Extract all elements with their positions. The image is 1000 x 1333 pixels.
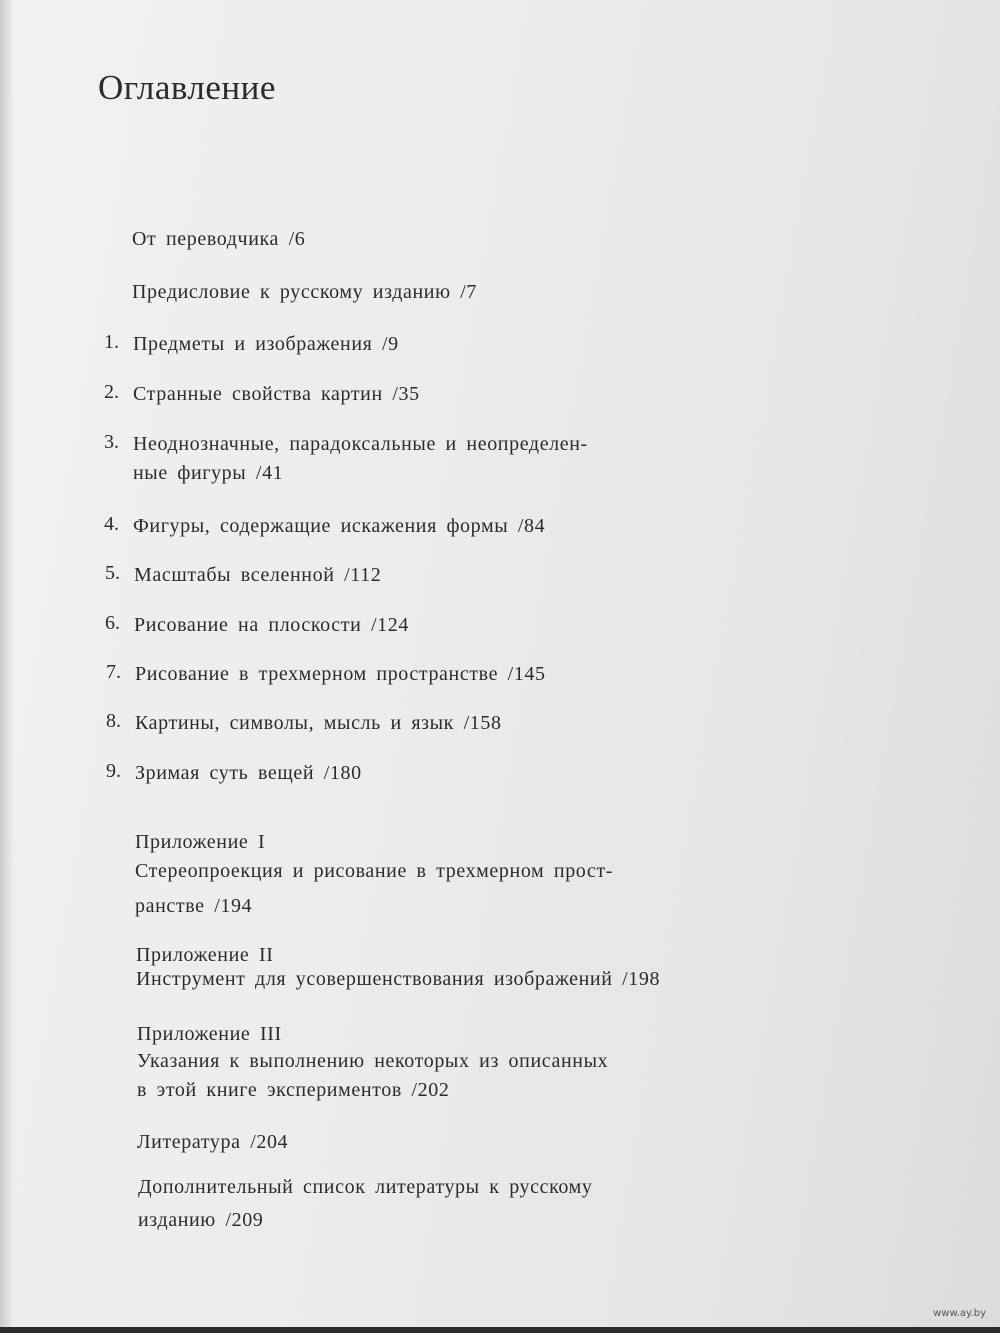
appendix-3-heading: Приложение III xyxy=(137,1023,282,1045)
toc-entry-chapter-4: Фигуры, содержащие искажения формы /84 xyxy=(133,515,546,537)
additional-literature-line-2: изданию /209 xyxy=(138,1209,264,1231)
appendix-1-title-line-2: ранстве /194 xyxy=(135,895,253,917)
appendix-3-title-line-1: Указания к выполнению некоторых из описанных xyxy=(137,1050,609,1072)
toc-entry-number: 3. xyxy=(104,431,119,453)
page-edge-shadow xyxy=(0,0,14,1333)
appendix-2-heading: Приложение II xyxy=(136,944,274,966)
appendix-1-title-line-1: Стереопроекция и рисование в трехмерном прост- xyxy=(135,860,613,882)
toc-entry-number: 5. xyxy=(105,562,120,584)
toc-entry-number: 9. xyxy=(106,760,121,782)
toc-entry-chapter-6: Рисование на плоскости /124 xyxy=(134,614,409,636)
toc-entry-number: 2. xyxy=(104,381,119,403)
literature-entry: Литература /204 xyxy=(137,1131,289,1153)
toc-entry-chapter-8: Картины, символы, мысль и язык /158 xyxy=(135,712,502,734)
toc-entry-chapter-3-line-1: Неоднозначные, парадоксальные и неопределен- xyxy=(133,433,588,455)
page-title: Оглавление xyxy=(98,68,276,107)
toc-entry-chapter-2: Странные свойства картин /35 xyxy=(133,383,420,405)
toc-entry-number: 1. xyxy=(104,331,119,353)
watermark: www.ay.by xyxy=(933,1308,986,1319)
toc-entry-chapter-3-line-2: ные фигуры /41 xyxy=(133,462,284,484)
toc-entry-number: 4. xyxy=(104,513,119,535)
page-bottom-edge xyxy=(0,1327,1000,1333)
toc-entry-number: 6. xyxy=(105,612,120,634)
appendix-3-title-line-2: в этой книге экспериментов /202 xyxy=(137,1079,450,1101)
toc-entry-chapter-7: Рисование в трехмерном пространстве /145 xyxy=(135,663,546,685)
toc-entry-number: 7. xyxy=(106,661,121,683)
toc-entry-translator-note: От переводчика /6 xyxy=(132,228,306,250)
toc-entry-chapter-1: Предметы и изображения /9 xyxy=(133,333,399,355)
toc-entry-number: 8. xyxy=(106,710,121,732)
toc-entry-chapter-5: Масштабы вселенной /112 xyxy=(134,564,382,586)
toc-entry-chapter-9: Зримая суть вещей /180 xyxy=(135,762,362,784)
appendix-2-title: Инструмент для усовершенствования изображений /198 xyxy=(136,968,661,990)
toc-entry-preface: Предисловие к русскому изданию /7 xyxy=(132,281,477,303)
additional-literature-line-1: Дополнительный список литературы к русскому xyxy=(138,1176,593,1198)
appendix-1-heading: Приложение I xyxy=(135,831,266,853)
